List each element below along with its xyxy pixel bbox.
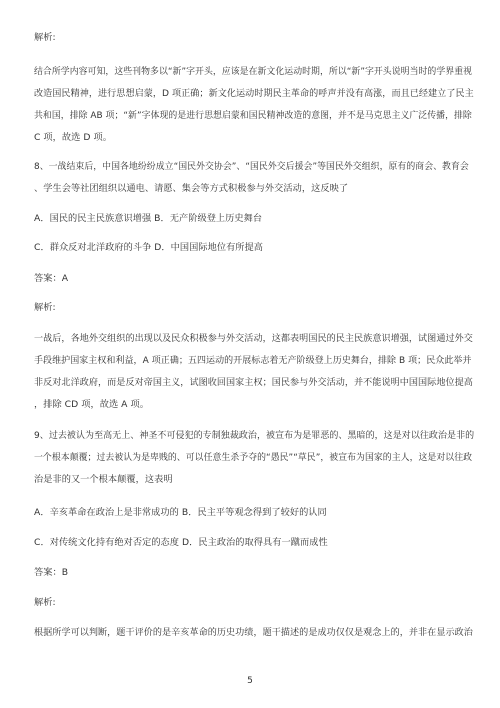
page-number: 5: [247, 676, 253, 686]
analysis-line: 共和国，排除 AB 项；“新”字体现的是进行思想启蒙和国民精神改造的意图，并不是马克思主义广泛传播，排除: [34, 111, 472, 121]
analysis-line: 根据所学可以判断，题干评价的是辛亥革命的历史功绩，题干描述的是成功仅仅是观念上的，并非在显示政治: [34, 628, 473, 638]
question-stem: 治是非的又一个根本颠覆，这表明: [34, 474, 173, 485]
analysis-line: ，排除 CD 项，故选 A 项。: [34, 399, 149, 410]
question-options: C．群众反对北洋政府的斗争 D．中国国际地位有所提高: [34, 242, 264, 253]
analysis-label: 解析:: [34, 302, 56, 313]
question-stem: 、学生会等社团组织以通电、请愿、集会等方式积极参与外交活动，这反映了: [34, 183, 349, 194]
analysis-line: 改造国民精神，进行思想启蒙，D 项正确；新文化运动时期民主革命的呼声并没有高涨，而且已经建立了民主: [34, 89, 474, 99]
question-options: C．对传统文化持有绝对否定的态度 D．民主政治的取得具有一蹴而成性: [34, 537, 328, 548]
analysis-line: 手段维护国家主权和利益，A 项正确；五四运动的开展标志着无产阶级登上历史舞台，排除 B 项；民众此举并: [34, 356, 472, 366]
question-stem: 9、过去被认为至高无上、神圣不可侵犯的专制独裁政治，被宣布为是罪恶的、黑暗的，这是对以往政治是非的: [34, 431, 475, 441]
question-stem: 8、一战结束后，中国各地纷纷成立“国民外交协会”、“国民外交后援会”等国民外交组织，原有的商会、教育会: [34, 162, 469, 172]
analysis-label: 解析:: [34, 597, 56, 608]
analysis-line: C 项，故选 D 项。: [34, 132, 112, 143]
analysis-line: 非反对北洋政府，而是反对帝国主义，试图收回国家主权；国民参与外交活动，并不能说明中国国际地位提高: [34, 378, 473, 388]
question-stem: 一个根本颠覆；过去被认为是卑贱的、可以任意生杀予夺的“愚民”“草民”，被宣布为国家的主人，这是对以往政: [34, 453, 473, 463]
analysis-line: 结合所学内容可知，这些刊物多以“新”字开头，应该是在新文化运动时期，所以“新”字开头说明当时的学界重视: [34, 67, 473, 77]
question-options: A．辛亥革命在政治上是非常成功的 B．民主平等观念得到了较好的认同: [34, 507, 327, 518]
analysis-label: 解析:: [34, 32, 56, 43]
answer: 答案：B: [34, 567, 69, 578]
analysis-line: 一战后，各地外交组织的出现以及民众积极参与外交活动，这都表明国民的民主民族意识增强，试图通过外交: [34, 334, 473, 344]
question-options: A．国民的民主民族意识增强 B．无产阶级登上历史舞台: [34, 213, 263, 224]
answer: 答案：A: [34, 273, 69, 284]
